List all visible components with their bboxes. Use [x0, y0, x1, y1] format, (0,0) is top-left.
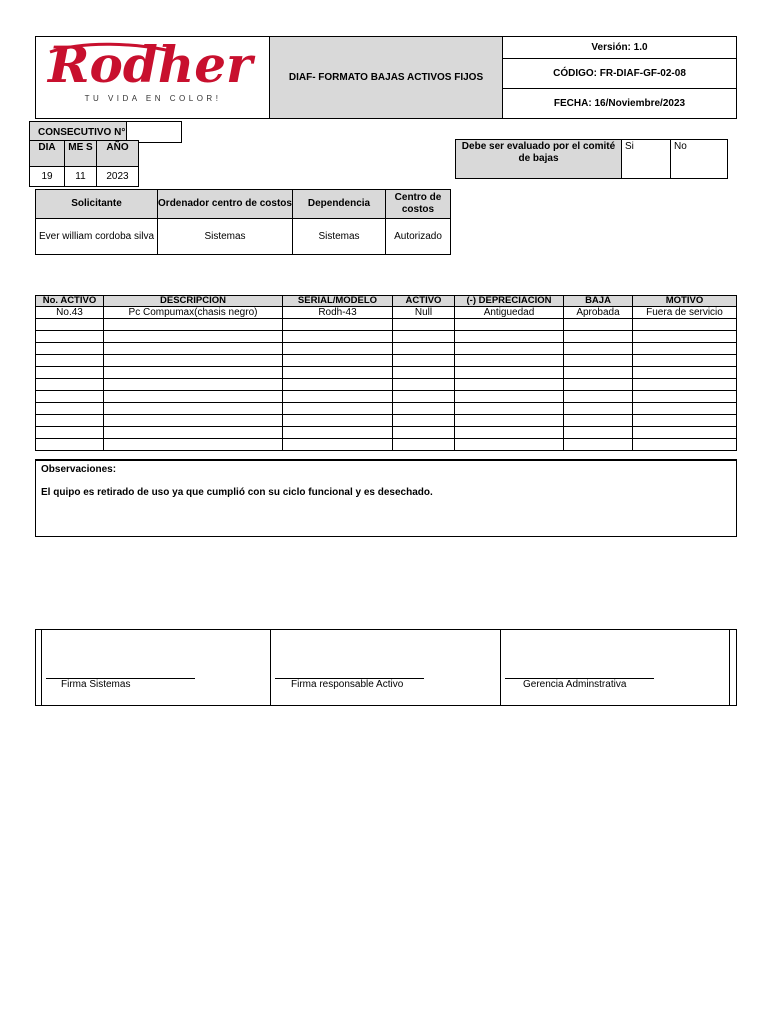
cell-no-activo[interactable]: [36, 343, 104, 355]
cell-motivo[interactable]: [633, 367, 737, 379]
cell-depreciacion[interactable]: [455, 391, 564, 403]
cell-serial[interactable]: [283, 427, 393, 439]
firmas-box: [35, 629, 737, 706]
comite-option-no[interactable]: No: [671, 140, 728, 179]
cell-baja[interactable]: [564, 391, 633, 403]
cell-activo[interactable]: [393, 379, 455, 391]
cell-depreciacion[interactable]: [455, 379, 564, 391]
comite-box: [455, 139, 728, 179]
cell-descripcion[interactable]: [104, 319, 283, 331]
cell-no-activo[interactable]: [36, 439, 104, 451]
firma-responsable-label: Firma responsable Activo: [291, 679, 404, 690]
cell-no-activo[interactable]: [36, 355, 104, 367]
cell-no-activo[interactable]: [36, 379, 104, 391]
cell-descripcion[interactable]: [104, 403, 283, 415]
cell-motivo[interactable]: [633, 319, 737, 331]
firma-sistemas-label: Firma Sistemas: [61, 679, 131, 690]
solicitante-value[interactable]: Ever william cordoba silva: [36, 219, 158, 255]
rodher-logo: [46, 38, 258, 100]
cell-baja[interactable]: [564, 415, 633, 427]
cell-depreciacion[interactable]: Antiguedad: [455, 307, 564, 319]
cell-activo[interactable]: [393, 439, 455, 451]
cell-serial[interactable]: [283, 379, 393, 391]
dependencia-value[interactable]: Sistemas: [293, 219, 386, 255]
activos-table: [35, 295, 737, 451]
centro-costos-value[interactable]: Autorizado: [386, 219, 451, 255]
cell-depreciacion[interactable]: [455, 415, 564, 427]
cell-serial[interactable]: [283, 331, 393, 343]
logo-brand-text: Rodher: [48, 37, 253, 94]
firma-sistemas-cell[interactable]: [42, 630, 271, 705]
cell-baja[interactable]: [564, 343, 633, 355]
cell-no-activo[interactable]: [36, 391, 104, 403]
col-motivo: MOTIVO: [633, 296, 737, 307]
col-serial: SERIAL/MODELO: [283, 296, 393, 307]
observaciones-text[interactable]: El quipo es retirado de uso ya que cumplió con su ciclo funcional y es desechado.: [41, 487, 433, 498]
cell-depreciacion[interactable]: [455, 427, 564, 439]
dependencia-header: Dependencia: [293, 190, 386, 219]
cell-no-activo[interactable]: [36, 403, 104, 415]
cell-motivo[interactable]: [633, 439, 737, 451]
cell-serial[interactable]: Rodh-43: [283, 307, 393, 319]
cell-depreciacion[interactable]: [455, 319, 564, 331]
cell-descripcion[interactable]: [104, 355, 283, 367]
dia-header: DIA: [30, 141, 65, 167]
logo-tagline: TU VIDA EN COLOR!: [84, 93, 222, 103]
table-row: [36, 319, 737, 331]
cell-no-activo[interactable]: [36, 367, 104, 379]
observaciones-box[interactable]: [35, 459, 737, 537]
cell-no-activo[interactable]: No.43: [36, 307, 104, 319]
cell-motivo[interactable]: [633, 403, 737, 415]
cell-depreciacion[interactable]: [455, 331, 564, 343]
cell-activo[interactable]: [393, 415, 455, 427]
firma-gerencia-label: Gerencia Adminstrativa: [523, 679, 627, 690]
table-row: [36, 331, 737, 343]
cell-baja[interactable]: [564, 379, 633, 391]
cell-descripcion[interactable]: [104, 343, 283, 355]
cell-serial[interactable]: [283, 319, 393, 331]
cell-no-activo[interactable]: [36, 331, 104, 343]
table-row: [36, 439, 737, 451]
cell-descripcion[interactable]: [104, 367, 283, 379]
cell-activo[interactable]: [393, 391, 455, 403]
cell-baja[interactable]: [564, 319, 633, 331]
table-row: [36, 307, 737, 319]
mes-header: ME S: [65, 141, 97, 167]
cell-activo[interactable]: Null: [393, 307, 455, 319]
table-row: [36, 355, 737, 367]
col-no-activo: No. ACTIVO: [36, 296, 104, 307]
cell-serial[interactable]: [283, 355, 393, 367]
col-depreciacion: (-) DEPRECIACION: [455, 296, 564, 307]
cell-serial[interactable]: [283, 403, 393, 415]
cell-activo[interactable]: [393, 319, 455, 331]
cell-descripcion[interactable]: [104, 379, 283, 391]
table-row: [36, 343, 737, 355]
col-baja: BAJA: [564, 296, 633, 307]
cell-depreciacion[interactable]: [455, 403, 564, 415]
ano-value[interactable]: 2023: [97, 167, 139, 187]
form-title: DIAF- FORMATO BAJAS ACTIVOS FIJOS: [270, 37, 503, 119]
cell-activo[interactable]: [393, 355, 455, 367]
cell-baja[interactable]: Aprobada: [564, 307, 633, 319]
cell-motivo[interactable]: [633, 355, 737, 367]
table-row: [36, 379, 737, 391]
logo-cell: [36, 37, 270, 119]
solicitante-header: Solicitante: [36, 190, 158, 219]
cell-no-activo[interactable]: [36, 427, 104, 439]
cell-descripcion[interactable]: [104, 331, 283, 343]
comite-question: Debe ser evaluado por el comité de bajas: [456, 140, 622, 179]
fecha-registro-table: [29, 140, 139, 187]
fecha-label: FECHA: 16/Noviembre/2023: [503, 89, 737, 119]
table-row: [36, 403, 737, 415]
cell-activo[interactable]: [393, 403, 455, 415]
cell-activo[interactable]: [393, 427, 455, 439]
observaciones-label: Observaciones:: [41, 464, 117, 475]
cell-serial[interactable]: [283, 439, 393, 451]
comite-option-si[interactable]: Si: [622, 140, 671, 179]
cell-serial[interactable]: [283, 391, 393, 403]
cell-depreciacion[interactable]: [455, 343, 564, 355]
cell-descripcion[interactable]: [104, 439, 283, 451]
solicitud-table: [35, 189, 451, 255]
centro-costos-header: Centro de costos: [386, 190, 451, 219]
ordenador-header: Ordenador centro de costos: [158, 190, 293, 219]
firma-responsable-cell[interactable]: [271, 630, 501, 705]
cell-activo[interactable]: [393, 367, 455, 379]
cell-descripcion[interactable]: [104, 427, 283, 439]
dia-value[interactable]: 19: [30, 167, 65, 187]
cell-depreciacion[interactable]: [455, 367, 564, 379]
cell-serial[interactable]: [283, 367, 393, 379]
cell-motivo[interactable]: [633, 391, 737, 403]
ordenador-value[interactable]: Sistemas: [158, 219, 293, 255]
cell-descripcion[interactable]: Pc Compumax(chasis negro): [104, 307, 283, 319]
col-descripcion: DESCRIPCION: [104, 296, 283, 307]
cell-baja[interactable]: [564, 355, 633, 367]
cell-baja[interactable]: [564, 331, 633, 343]
cell-depreciacion[interactable]: [455, 439, 564, 451]
cell-motivo[interactable]: [633, 331, 737, 343]
cell-baja[interactable]: [564, 403, 633, 415]
cell-motivo[interactable]: [633, 343, 737, 355]
cell-motivo[interactable]: [633, 379, 737, 391]
table-row: [36, 367, 737, 379]
table-row: [36, 427, 737, 439]
cell-descripcion[interactable]: [104, 391, 283, 403]
cell-serial[interactable]: [283, 343, 393, 355]
cell-baja[interactable]: [564, 439, 633, 451]
cell-motivo[interactable]: [633, 427, 737, 439]
cell-baja[interactable]: [564, 427, 633, 439]
cell-motivo[interactable]: [633, 415, 737, 427]
cell-no-activo[interactable]: [36, 319, 104, 331]
version-label: Versión: 1.0: [503, 37, 737, 59]
cell-motivo[interactable]: Fuera de servicio: [633, 307, 737, 319]
codigo-label: CÓDIGO: FR-DIAF-GF-02-08: [503, 59, 737, 89]
cell-no-activo[interactable]: [36, 415, 104, 427]
cell-descripcion[interactable]: [104, 415, 283, 427]
table-row: [36, 391, 737, 403]
cell-depreciacion[interactable]: [455, 355, 564, 367]
mes-value[interactable]: 11: [65, 167, 97, 187]
cell-serial[interactable]: [283, 415, 393, 427]
cell-activo[interactable]: [393, 343, 455, 355]
col-activo: ACTIVO: [393, 296, 455, 307]
ano-header: AÑO: [97, 141, 139, 167]
firma-gerencia-cell[interactable]: [501, 630, 730, 705]
document-header: [35, 36, 737, 119]
consecutivo-label: CONSECUTIVO N°: [30, 122, 127, 143]
cell-baja[interactable]: [564, 367, 633, 379]
cell-activo[interactable]: [393, 331, 455, 343]
table-row: [36, 415, 737, 427]
